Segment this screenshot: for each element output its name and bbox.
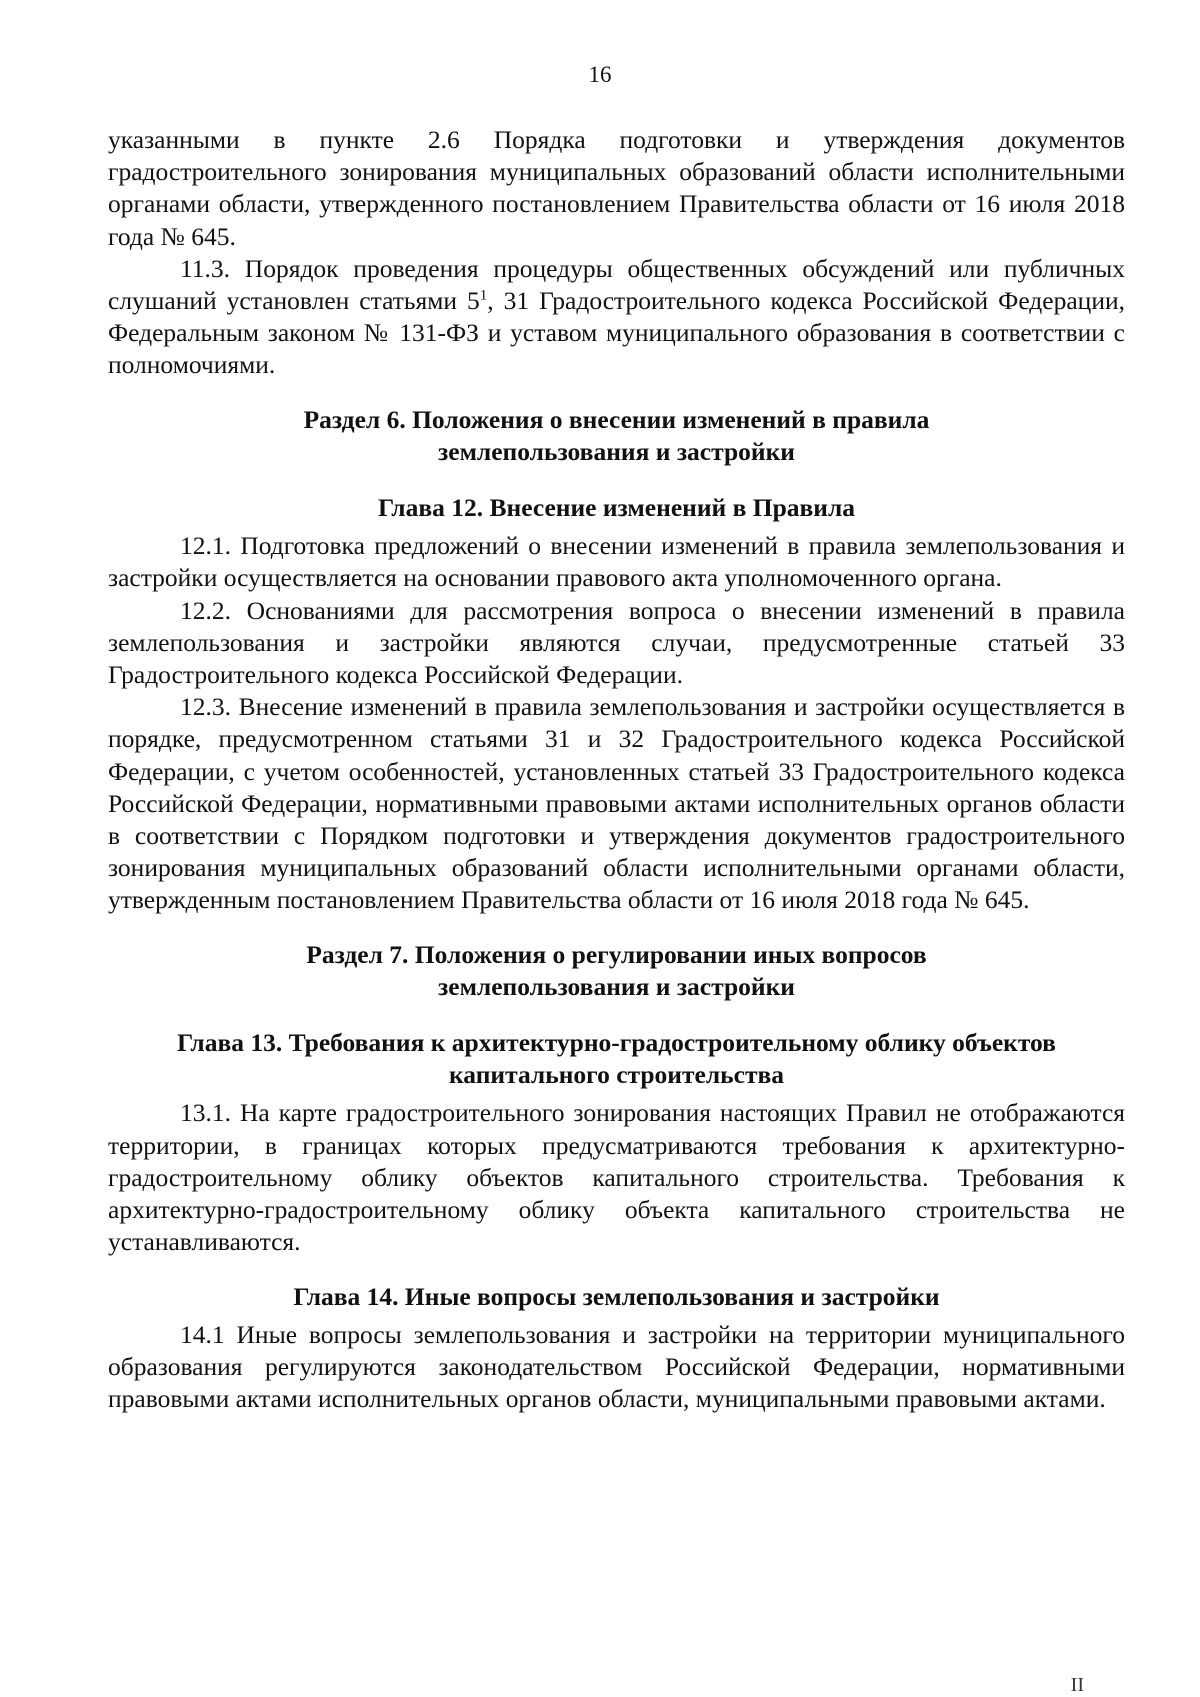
- paragraph-continuation: указанными в пункте 2.6 Порядка подготовки и утверждения документов градостроительного зонирования муниципальных образований области исполнительными органами области, утвержденного постановлением Правительства области от 16 июля 2018 года № 645.: [108, 125, 1125, 251]
- section-7-heading-line-1: Раздел 7. Положения о регулировании иных вопросов: [306, 939, 927, 969]
- paragraph-12-3: 12.3. Внесение изменений в правила землепользования и застройки осуществляется в порядке, предусмотренном статьями 31 и 32 Градостроительного кодекса Российской Федерации, с учетом особенностей, установленных статьей 33 Градостроительного кодекса Российской Федерации, нормативными правовыми актами исполнительных органов области в соответствии с Порядком подготовки и утверждения документов градостроительного зонирования муниципальных образований области исполнительными органами области, утвержденным постановлением Правительства области от 16 июля 2018 года № 645.: [108, 692, 1125, 915]
- section-6-heading-line-1: Раздел 6. Положения о внесении изменений в правила: [303, 404, 930, 434]
- section-7-heading-line-2: землепользования и застройки: [438, 971, 795, 1001]
- chapter-13-heading: [108, 1027, 1125, 1091]
- chapter-13-heading-line-1: Глава 13. Требования к архитектурно-градостроительному облику объектов: [177, 1028, 1056, 1058]
- page-number: 16: [588, 62, 612, 87]
- paragraph-12-2: 12.2. Основаниями для рассмотрения вопроса о внесении изменений в правила землепользования и застройки являются случаи, предусмотренные статьей 33 Градостроительного кодекса Российской Федерации.: [108, 595, 1125, 690]
- chapter-14-heading: Глава 14. Иные вопросы землепользования и застройки: [293, 1281, 940, 1311]
- document-body: [108, 124, 1125, 1415]
- paragraph-14-1: 14.1 Иные вопросы землепользования и застройки на территории муниципального образования регулируются законодательством Российской Федерации, нормативными правовыми актами исполнительных органов области, муниципальными правовыми актами.: [108, 1319, 1125, 1414]
- paragraph-11-3-text-start: 11.3. Порядок проведения процедуры общественных обсуждений или публичных слушаний установлен статьями 5: [108, 253, 1125, 316]
- paragraph-13-1: 13.1. На карте градостроительного зонирования настоящих Правил не отображаются территории, в границах которых предусматриваются требования к архитектурно-градостроительному облику объектов капитального строительства. Требования к архитектурно-градостроительному облику объекта капитального строительства не устанавливаются.: [108, 1098, 1125, 1257]
- paragraph-11-3-text-end: , 31 Градостроительного кодекса Российской Федерации, Федеральным законом № 131-ФЗ и уставом муниципального образования в соответствии с полномочиями.: [108, 286, 1125, 380]
- chapter-12-heading: Глава 12. Внесение изменений в Правила: [377, 493, 856, 523]
- section-6-heading-line-2: землепользования и застройки: [438, 436, 795, 466]
- paragraph-12-1: 12.1. Подготовка предложений о внесении изменений в правила землепользования и застройки осуществляется на основании правового акта уполномоченного органа.: [108, 531, 1125, 593]
- section-7-heading: [108, 939, 1125, 1003]
- paragraph-11-3: [108, 253, 1125, 382]
- chapter-13-heading-line-2: капитального строительства: [449, 1060, 784, 1090]
- section-6-heading: [108, 404, 1125, 468]
- scan-edge-mark: II: [1070, 1674, 1084, 1696]
- superscript-1: 1: [479, 287, 488, 304]
